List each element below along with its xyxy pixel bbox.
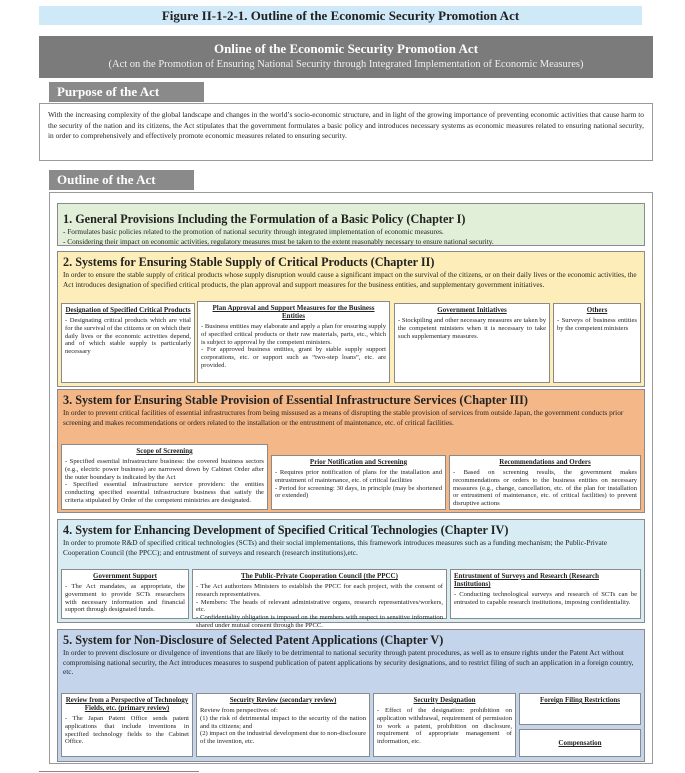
card-heading: Security Designation: [413, 696, 476, 704]
card-foreign-filing: [519, 693, 641, 725]
card-heading: Security Review (secondary review): [229, 696, 337, 704]
section-title: 1. General Provisions Including the Formulation of a Basic Policy (Chapter I): [63, 212, 466, 226]
section-line: - Formulates basic policies related to the promotion of national security through integrated implementation of economic measures.: [63, 227, 444, 236]
card-body: Review from perspectives of: (1) the risk of detrimental impact to the security of the nation and its citizens; and (2) impact on the industrial development due to non-disclosure of the invention, etc.: [200, 707, 366, 746]
act-banner: [39, 36, 653, 78]
card-heading: The Public-Private Cooperation Council (the PPCC): [241, 572, 398, 580]
banner-subtitle: (Act on the Promotion of Ensuring National Security through Integrated Implementation of Economic Measures): [108, 59, 584, 70]
card-primary-review: [61, 693, 193, 757]
card-body: - The Act mandates, as appropriate, the government to provide SCTs researchers with necessary information and financial support through designated funds.: [65, 583, 185, 614]
section-general-provisions: [57, 203, 645, 246]
section-title: 5. System for Non-Disclosure of Selected Patent Applications (Chapter V): [63, 633, 444, 647]
card-heading: Review from a Perspective of Technology Fields, etc. (primary review): [65, 696, 189, 712]
card-secondary-review: [196, 693, 370, 757]
card-government-initiatives: [394, 303, 550, 383]
section-line: - Considering their impact on economic activities, regulatory measures must be taken to the extent reasonably necessary to ensure national security.: [63, 236, 494, 246]
card-body: - Stockpiling and other necessary measures are taken by the competent ministers when it is necessary to take such supplementary measures.: [398, 317, 546, 340]
card-recommendations: [449, 455, 641, 510]
card-designation: [61, 303, 195, 383]
card-government-support: [61, 569, 189, 619]
card-body: - Surveys of business entities by the competent ministers: [557, 317, 637, 332]
section-desc: In order to prevent critical facilities of essential infrastructures from being missused as a means of disrupting the stable provision of services from outside Japan, the government conducts prior screening and makes recommendations or orders related to the installation or the entrustment of maintenance, etc. of critical facilities.: [63, 408, 624, 427]
card-heading: Prior Notification and Screening: [309, 458, 408, 466]
card-body: - Based on screening results, the government makes recommendations or orders to the business entities on necessary measures (e.g., change, cancellation, etc. of the plan for installation or entrustment of maintenance, etc. of critical facilities) to prevent disruptive actions: [453, 469, 637, 508]
card-heading: Government Support: [93, 572, 157, 580]
section-desc: In order to ensure the stable supply of critical products whose supply disruption would cause a significant impact on the survival of the citizens, or on their daily lives or the economic activities, the Act introduces designation of specified critical products, the plan approval and support measures for the business entities, and supplementary government initiatives.: [63, 270, 637, 289]
card-body: - The Japan Patent Office sends patent applications that include inventions in specified technology fields to the Cabinet Office.: [65, 715, 189, 746]
card-heading: Scope of Screening: [136, 447, 193, 455]
section-title: 2. Systems for Ensuring Stable Supply of Critical Products (Chapter II): [63, 255, 435, 269]
card-plan-approval: [197, 301, 390, 383]
card-heading: Plan Approval and Support Measures for the Business Entities: [212, 304, 375, 320]
card-heading: Compensation: [558, 739, 602, 747]
card-body: - Specified essential infrastructure business: the covered business sectors (e.g., electric power business) are narrowed down by Cabinet Order after the outer boundary is indicated by the Act - Specified essential infrastructure service providers: the entities conducting specified essential infrastructure business that satisfy the criteria stipulated by Order of the competent ministries are designated.: [65, 458, 264, 504]
card-body: - Conducting technological surveys and research of SCTs can be entrusted to capable research institutions, imposing confidentiality.: [454, 591, 637, 606]
card-ppcc: [192, 569, 447, 629]
card-body: - Effect of the designation: prohibition on application withdrawal, requirement of permission to work a patent, prohibition on disclosure, requirement of appropriate management of information, etc.: [377, 707, 512, 746]
outline-label: Outline of the Act: [49, 170, 194, 190]
section-desc: In order to promote R&D of specified critical technologies (SCTs) and their social implementations, this framework introduces measures such as a funding mechanism; the Public-Private Cooperation Council (the PPCC); and entrustment of surveys and research (research institutions),etc.: [63, 538, 607, 557]
card-scope-of-screening: [61, 444, 268, 510]
card-others: [553, 303, 641, 383]
card-body: - Requires prior notification of plans for the installation and entrustment of maintenance, etc. of critical facilities - Period for screening: 30 days, in principle (may be shortened or extended): [275, 469, 442, 500]
section-desc: In order to prevent disclosure or divulgence of inventions that are likely to be detrimental to national security through patent procedures, as well as to ensure rights under the Patent Act without compromising national security, the Act introduces measures to suspend publication of patent applications by security designations, and to restrict filing of such an application in a foreign country, etc.: [63, 648, 634, 677]
footnote-divider: [39, 771, 199, 772]
card-body: - Designating critical products which are vital for the survival of the citizens or on which their daily lives or the economic activities depend, and of which stable supply is particularly necessary: [65, 317, 191, 356]
purpose-label: Purpose of the Act: [49, 82, 204, 102]
card-compensation: [519, 729, 641, 757]
card-heading: Foreign Filing Restrictions: [540, 696, 620, 704]
card-heading: Entrustment of Surveys and Research (Research Institutions): [454, 572, 599, 588]
card-entrustment-research: [450, 569, 641, 619]
purpose-text: With the increasing complexity of the global landscape and changes in the world’s socio-economic structure, and in light of the growing importance of preventing economic activities that cause harm to the security of the nation and its citizens, the Act stipulates that the government formulates a basic policy and introduces necessary systems as economic measures related to ensuring national security, in order to comprehensively and effectively promote economic measures related to ensuring security.: [39, 103, 653, 161]
card-heading: Designation of Specified Critical Products: [65, 306, 191, 314]
card-heading: Recommendations and Orders: [499, 458, 591, 466]
section-title: 3. System for Ensuring Stable Provision of Essential Infrastructure Services (Chapter III): [63, 393, 528, 407]
figure-title: Figure II-1-2-1. Outline of the Economic Security Promotion Act: [39, 6, 642, 25]
banner-title: Online of the Economic Security Promotion Act: [213, 41, 479, 56]
section-title: 4. System for Enhancing Development of Specified Critical Technologies (Chapter IV): [63, 523, 509, 537]
card-body: - Business entities may elaborate and apply a plan for ensuring supply of specified critical products or their raw materials, parts, etc., which is subject to approval by the competent ministers. - For approved business entities, grant by stable supply support corporations, etc. or support such as “two-step loans”, etc. are provided.: [201, 323, 386, 369]
card-prior-notification: [271, 455, 446, 510]
card-body: - The Act authorizes Ministers to establish the PPCC for each project, with the consent of research representatives. - Members: The heads of relevant administrative organs, research representatives/workers, etc. - Confidentiality obligation is imposed on the members with respect to sensitive information shared under mutual consent through the PPCC.: [196, 583, 443, 629]
card-heading: Government Initiatives: [437, 306, 507, 314]
card-security-designation: [373, 693, 516, 757]
card-heading: Others: [586, 306, 608, 314]
